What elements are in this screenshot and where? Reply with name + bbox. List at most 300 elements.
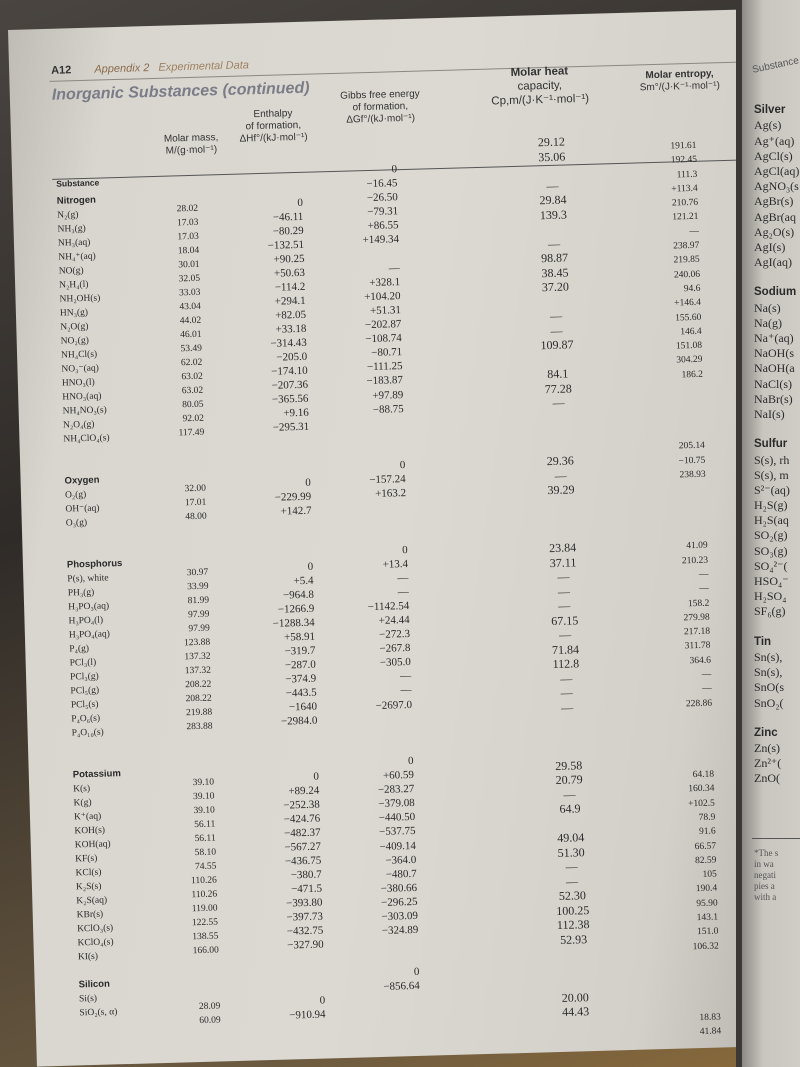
right-page-entry: Na(s) (754, 300, 781, 315)
right-page-entry: NaBr(s) (754, 391, 793, 406)
entropy-cell: 160.34 (688, 783, 715, 795)
molar-mass-cell: 48.00 (185, 511, 207, 523)
enthalpy-cell: 0 (305, 476, 311, 489)
right-page-entry: Silver (754, 104, 786, 117)
right-page-entry: NaCl(s) (754, 376, 792, 391)
entropy-cell: +102.5 (688, 798, 716, 809)
right-page-entry (754, 620, 799, 635)
right-page-entry (754, 422, 799, 437)
substance-cell: KClO₄(s) (77, 937, 114, 949)
entropy-cell (649, 425, 704, 441)
molar-mass-cell: 32.00 (184, 483, 207, 495)
substance-cell: K₂S(aq) (76, 895, 108, 907)
right-page-entry: Ag(s) (754, 118, 782, 133)
molar-mass-cell: 46.01 (180, 329, 202, 341)
gibbs-cell: −183.87 (366, 374, 404, 388)
molar-mass-cell: 28.09 (198, 1001, 221, 1013)
right-page-footnote-line: *The s (754, 848, 779, 858)
substance-cell: NH₃(aq) (57, 237, 91, 249)
gibbs-cell: −296.25 (380, 895, 418, 909)
enthalpy-cell: −252.38 (283, 798, 320, 812)
substance-cell: NH₃(g) (57, 223, 86, 235)
substance-cell: SiO₂(s, α) (79, 1007, 118, 1019)
molar-mass-cell: 122.55 (191, 917, 219, 929)
substance-cell: NO(g) (58, 265, 84, 277)
heat-capacity-cell: 52.30 (558, 888, 587, 903)
substance-cell: N₂(g) (57, 210, 79, 221)
substance-cell: H₃PO₃(aq) (68, 601, 110, 613)
entropy-cell: 217.18 (683, 626, 711, 638)
substance-cell: KBr(s) (76, 909, 104, 921)
entropy-cell: +113.4 (671, 183, 698, 195)
enthalpy-cell: +5.4 (293, 574, 314, 588)
right-page-entry: Ag⁺(aq) (754, 133, 795, 148)
gibbs-cell: −16.45 (366, 177, 398, 191)
gibbs-cell: −380.66 (380, 881, 418, 895)
gibbs-cell: +51.31 (369, 304, 402, 317)
enthalpy-cell: +9.16 (283, 406, 309, 420)
right-page-entry (754, 270, 799, 285)
enthalpy-cell: −132.51 (267, 238, 305, 252)
molar-mass-cell: 63.02 (181, 371, 203, 383)
heat-capacity-column (521, 134, 606, 1020)
molar-mass-cell: 62.02 (180, 357, 203, 369)
molar-mass-cell: 18.04 (177, 245, 200, 257)
right-page-entry: H₂S(aq (754, 513, 789, 528)
entropy-cell: 111.3 (676, 169, 698, 180)
gibbs-cell: −26.50 (366, 191, 398, 205)
substance-cell: NO₂(g) (60, 335, 89, 347)
gibbs-header-line3: ΔGf°/(kJ·mol⁻¹) (346, 112, 416, 126)
heat-capacity-cell: — (560, 685, 573, 700)
heat-capacity-cell: 35.06 (538, 148, 566, 164)
enthalpy-cell: −432.75 (286, 924, 324, 938)
gibbs-cell: −88.75 (372, 402, 404, 416)
molar-mass-cell: 39.10 (192, 777, 215, 789)
heat-capacity-cell: 98.87 (540, 250, 569, 266)
entropy-cell: 41.09 (686, 540, 708, 552)
enthalpy-cell: −482.37 (283, 826, 321, 840)
molar-mass-cell: 119.00 (191, 903, 218, 915)
entropy-cell: 106.32 (692, 941, 719, 952)
entropy-cell: 238.97 (673, 240, 700, 252)
enthalpy-cell: −910.94 (288, 1008, 326, 1022)
entropy-cell (658, 725, 713, 741)
gibbs-cell: +163.2 (374, 487, 407, 501)
enthalpy-cell: −80.29 (272, 224, 304, 238)
gibbs-cell: +24.44 (378, 614, 410, 627)
gibbs-cell: +86.55 (367, 219, 399, 233)
gibbs-cell: −267.8 (379, 642, 411, 656)
entropy-cell: 146.4 (680, 326, 702, 338)
right-page-footnote-line: pies a (754, 881, 775, 891)
heat-capacity-cell: 67.15 (551, 612, 579, 628)
entropy-cell: 238.93 (679, 469, 706, 481)
heat-capacity-cell: — (565, 873, 579, 889)
entropy-cell: 151.08 (675, 340, 703, 352)
heat-capacity-cell: 52.93 (559, 931, 588, 947)
gibbs-cell: −1142.54 (367, 599, 410, 614)
gibbs-column (332, 162, 420, 995)
entropy-cell: 94.6 (683, 283, 701, 295)
entropy-cell: 228.86 (685, 698, 713, 709)
heat-capacity-cell: 100.25 (556, 902, 590, 918)
right-page-entry: Zn(s) (754, 741, 780, 756)
substance-cell: HNO₃(aq) (62, 391, 102, 403)
substance-cell: Phosphorus (66, 558, 123, 571)
gibbs-cell: −324.89 (381, 923, 419, 937)
heat-header-line2: capacity, (517, 79, 563, 93)
right-page-entry: Zn²⁺( (754, 756, 782, 771)
gibbs-cell: +328.1 (369, 275, 401, 289)
substance-cell: O₂(g) (64, 489, 87, 501)
gibbs-cell: 0 (401, 543, 408, 556)
entropy-cell (658, 739, 713, 755)
molar-mass-cell: 110.26 (190, 875, 217, 887)
gibbs-cell: — (388, 261, 400, 275)
entropy-cell: 91.6 (698, 826, 716, 838)
gibbs-cell: — (397, 585, 410, 599)
molar-mass-cell: 74.55 (194, 861, 217, 873)
heat-capacity-cell: — (560, 670, 573, 686)
enthalpy-cell: −229.99 (274, 490, 312, 504)
molar-mass-cell: 39.10 (192, 791, 215, 803)
right-page-entry: NaI(s) (754, 406, 785, 421)
substance-cell: NH₄ClO₄(s) (63, 433, 110, 445)
entropy-cell (658, 753, 713, 769)
molar-mass-cell: 80.05 (182, 399, 204, 411)
heat-capacity-cell: 23.84 (548, 540, 577, 556)
gibbs-cell: +149.34 (362, 233, 400, 247)
enthalpy-cell: 0 (319, 994, 326, 1007)
substance-cell: H₃PO₄(l) (68, 615, 104, 627)
heat-capacity-cell: 39.29 (547, 482, 575, 498)
entropy-cell: 41.84 (699, 1026, 722, 1038)
substance-cell: KOH(aq) (74, 839, 111, 851)
gibbs-cell: −440.50 (378, 811, 416, 825)
enthalpy-cell: +90.25 (273, 252, 305, 266)
gibbs-cell: −409.14 (379, 839, 417, 853)
heat-capacity-cell: 109.87 (540, 337, 574, 353)
gibbs-cell: −379.08 (378, 797, 415, 811)
enthalpy-cell: −1266.9 (277, 602, 315, 616)
right-page-entry: NaOH(a (754, 361, 795, 376)
heat-capacity-cell: 112.38 (556, 917, 590, 933)
molar-mass-cell: 43.04 (179, 301, 201, 313)
enthalpy-cell: −327.90 (287, 938, 324, 952)
entropy-cell: 186.2 (681, 369, 704, 381)
molar-mass-cell: 63.02 (181, 385, 204, 397)
molar-mass-cell: 44.02 (179, 315, 202, 327)
enthalpy-cell: −393.80 (285, 896, 323, 910)
molar-mass-cell: 138.55 (192, 931, 219, 943)
entropy-cell (665, 996, 720, 1012)
right-page-entry: Zinc (754, 726, 778, 739)
molar-mass-cell: 97.99 (187, 609, 210, 621)
enthalpy-cell: −567.27 (284, 840, 322, 854)
entropy-cell: 210.76 (671, 197, 699, 209)
entropy-cell: 311.78 (684, 641, 711, 652)
enthalpy-cell: −424.76 (283, 812, 321, 826)
enthalpy-cell: +294.1 (274, 294, 306, 308)
molar-mass-cell: 60.09 (199, 1015, 221, 1027)
gibbs-cell: — (400, 670, 412, 683)
entropy-cell: 64.18 (692, 769, 715, 781)
right-page-entry (754, 711, 799, 726)
gibbs-cell: −111.25 (366, 360, 403, 374)
entropy-cell: 105 (702, 869, 718, 881)
gibbs-cell: 0 (391, 163, 398, 176)
substance-cell: K(s) (73, 784, 91, 795)
enthalpy-cell: −287.0 (284, 658, 317, 672)
molar-mass-cell: 137.32 (184, 665, 212, 677)
heat-capacity-cell: 20.00 (561, 989, 589, 1005)
enthalpy-cell: −380.7 (290, 868, 322, 882)
molar-mass-cell: 166.00 (192, 945, 219, 957)
substance-cell: HN₃(g) (59, 307, 89, 319)
heat-capacity-cell: — (563, 786, 576, 802)
heat-capacity-cell: 51.30 (557, 844, 585, 860)
gibbs-header-line1: Gibbs free energy (340, 88, 420, 102)
heat-capacity-cell: — (557, 584, 571, 599)
molar-mass-cell: 92.02 (182, 413, 205, 425)
enthalpy-cell: −374.9 (285, 672, 317, 686)
gibbs-cell: +104.20 (363, 289, 401, 304)
gibbs-cell: — (400, 684, 412, 697)
entropy-cell (649, 396, 704, 412)
molar-mass-cell: 39.10 (193, 805, 216, 817)
right-page-entry: AgI(aq) (754, 255, 792, 270)
heat-capacity-cell: — (565, 859, 578, 874)
entropy-cell (651, 482, 706, 498)
molar-mass-cell: 53.49 (180, 343, 203, 355)
table-title: Inorganic Substances (continued) (51, 79, 310, 104)
substance-cell: Potassium (72, 768, 122, 781)
gibbs-cell: −283.27 (377, 783, 415, 797)
molar-mass-cell: 81.99 (187, 595, 210, 607)
entropy-cell: 210.23 (681, 555, 709, 566)
right-page-entry: Sodium (754, 286, 797, 299)
heat-capacity-cell: — (550, 308, 563, 323)
enthalpy-cell: +50.63 (273, 266, 306, 280)
right-page-entry: Na(g) (754, 315, 782, 330)
enthalpy-cell: −365.56 (271, 392, 309, 406)
entropy-cell: 364.6 (689, 655, 712, 666)
entropy-cell: 78.9 (698, 812, 716, 823)
right-page-entry: SnO₂( (754, 695, 784, 710)
enthalpy-cell: −205.0 (276, 350, 308, 364)
enthalpy-cell: −471.5 (290, 882, 323, 896)
substance-cell: OH⁻(aq) (65, 503, 100, 515)
entropy-cell: 191.61 (670, 140, 697, 152)
molar-mass-cell: 33.99 (187, 581, 209, 593)
heat-capacity-cell: 29.58 (555, 757, 583, 773)
heat-capacity-cell: 112.8 (552, 656, 580, 672)
entropy-cell (664, 968, 719, 984)
gibbs-cell: 0 (407, 754, 414, 768)
substance-cell: KCl(s) (75, 867, 102, 879)
molar-mass-cell: 123.88 (183, 637, 211, 649)
right-page-substance-list (754, 88, 799, 787)
gibbs-cell: −202.87 (364, 318, 402, 332)
heat-capacity-cell: 37.11 (549, 554, 577, 570)
gibbs-cell: −480.7 (385, 867, 417, 881)
substance-cell: KOH(s) (74, 825, 106, 837)
right-page-entry: NaOH(s (754, 346, 794, 361)
entropy-header (619, 68, 740, 95)
substance-cell: PCl₃(l) (69, 657, 97, 669)
right-page-entry: S(s), rh (754, 452, 790, 467)
heat-capacity-cell: — (560, 699, 574, 715)
molar-mass-cell: 58.10 (194, 847, 217, 859)
right-page-entry: Sn(s), (754, 649, 783, 664)
substance-cell: Oxygen (64, 474, 100, 487)
entropy-cell: 66.57 (694, 841, 717, 852)
right-page-footnote (754, 848, 778, 903)
right-page-footnote-line: with a (754, 892, 777, 902)
heat-header-line1: Molar heat (510, 65, 569, 79)
entropy-cell: 155.60 (675, 312, 702, 324)
entropy-cell: 219.85 (673, 255, 700, 266)
entropy-cell: 82.59 (694, 855, 717, 866)
substance-cell: P₄(g) (69, 643, 90, 655)
entropy-cell (664, 953, 719, 969)
gibbs-cell: −364.0 (385, 853, 417, 867)
entropy-cell: — (689, 226, 700, 237)
entropy-cell: 158.2 (687, 598, 710, 609)
heat-capacity-cell: 38.45 (541, 264, 569, 280)
gibbs-header-line2: of formation, (352, 100, 409, 114)
right-page-entry: H₂S(g) (754, 498, 788, 513)
molar-mass-cell: 17.03 (176, 217, 199, 229)
enthalpy-cell: −436.75 (284, 854, 322, 868)
heat-capacity-cell: — (546, 178, 559, 193)
section-label: Experimental Data (158, 59, 250, 74)
molar-mass-cell: 208.22 (185, 679, 212, 691)
substance-cell: Si(s) (78, 993, 98, 1005)
enthalpy-cell: −443.5 (285, 686, 317, 700)
entropy-cell (657, 710, 712, 726)
right-page-entry: S²⁻(aq) (754, 482, 790, 497)
gibbs-cell: −856.64 (383, 980, 421, 994)
gibbs-cell: −303.09 (381, 909, 419, 923)
heat-capacity-cell: 64.9 (559, 801, 581, 816)
right-page-entry: S(s), m (754, 467, 789, 482)
enthalpy-cell: +142.7 (280, 504, 312, 518)
right-page-entry: AgBr(s) (754, 194, 794, 209)
right-page-entry: SnO(s (754, 680, 785, 695)
enthalpy-cell: 0 (297, 196, 304, 209)
heat-capacity-cell: 139.3 (539, 206, 568, 222)
gibbs-cell: +13.4 (382, 557, 409, 571)
substance-cell: N₂O(g) (60, 321, 89, 333)
enthalpy-cell: −397.73 (286, 910, 324, 924)
entropy-cell: 18.83 (699, 1012, 721, 1024)
heat-capacity-cell: 29.84 (539, 192, 567, 208)
molar-mass-cell: 17.03 (177, 231, 199, 243)
substance-cell: O₃(g) (65, 517, 88, 529)
right-page-entry: Ag₂O(s) (754, 224, 795, 239)
right-page-entry: Na⁺(aq) (754, 331, 794, 345)
heat-capacity-cell: 49.04 (557, 830, 585, 845)
right-page-entry: SO₂(g) (754, 528, 788, 543)
enthalpy-header-line1: Enthalpy (253, 108, 293, 121)
gibbs-cell: −305.0 (379, 656, 411, 670)
molar-mass-cell: 137.32 (184, 651, 211, 663)
right-page-entry: AgCl(aq) (754, 163, 800, 178)
enthalpy-cell: −207.36 (271, 378, 309, 392)
substance-cell: Silicon (78, 978, 110, 991)
enthalpy-cell: −46.11 (272, 210, 304, 224)
entropy-cell (648, 382, 703, 398)
gibbs-cell: −2697.0 (375, 698, 413, 712)
right-page-entry: H₂SO₄ (754, 589, 787, 604)
heat-capacity-cell: 77.28 (544, 380, 572, 396)
entropy-cell (665, 982, 720, 998)
right-page-entry: AgCl(s) (754, 148, 793, 163)
substance-cell: P(s), white (67, 573, 109, 585)
molar-mass-cell: 28.02 (176, 203, 199, 215)
heat-capacity-cell: 37.20 (541, 279, 570, 295)
molar-mass-cell: 97.99 (188, 623, 210, 635)
heat-capacity-cell: — (550, 323, 563, 338)
heat-capacity-cell: — (558, 598, 571, 613)
gibbs-cell: −108.74 (365, 332, 402, 346)
heat-capacity-header (464, 63, 615, 109)
enthalpy-cell: +58.91 (283, 630, 316, 644)
enthalpy-cell: +33.18 (275, 322, 307, 336)
entropy-header-line2: Sm°/(J·K⁻¹·mol⁻¹) (639, 80, 721, 94)
gibbs-cell: 0 (399, 459, 406, 472)
book-page-right (742, 0, 800, 1067)
right-page-entry: AgBr(aq (754, 209, 796, 224)
entropy-cell: — (698, 569, 709, 580)
heat-capacity-cell: — (558, 627, 572, 642)
heat-header-line3: Cp,m/(J·K⁻¹·mol⁻¹) (491, 92, 590, 108)
entropy-cell: 192.45 (670, 155, 698, 166)
right-page-entry: SF₆(g) (754, 604, 786, 619)
enthalpy-column (232, 182, 325, 1024)
page-number: A12 (50, 64, 72, 77)
right-page-entry: AgNO₃(s (754, 179, 799, 194)
enthalpy-header-line2: of formation, (245, 119, 302, 133)
enthalpy-header (225, 107, 321, 146)
entropy-cell: 279.98 (683, 612, 710, 624)
molar-mass-cell: 32.05 (178, 273, 201, 285)
molar-mass-header-line1: Molar mass, (163, 132, 219, 145)
molar-mass-cell: 56.11 (194, 833, 216, 845)
substance-cell: P₄O₁₀(s) (71, 727, 104, 739)
enthalpy-cell: −1288.34 (272, 616, 315, 630)
heat-capacity-cell: 29.12 (537, 134, 566, 150)
gibbs-cell: −537.75 (378, 825, 416, 839)
molar-mass-cell: 283.88 (186, 721, 213, 733)
gibbs-cell: −272.3 (378, 628, 411, 641)
substance-cell: PCl₅(g) (70, 685, 100, 697)
substance-cell: KClO₃(s) (77, 923, 114, 935)
gibbs-cell: — (397, 571, 409, 585)
heat-capacity-cell: — (547, 236, 561, 251)
enthalpy-cell: −114.2 (274, 280, 306, 294)
substance-cell: K(g) (73, 797, 92, 809)
entropy-cell: −10.75 (678, 455, 706, 466)
right-page-entry: SO₃(g) (754, 543, 788, 558)
enthalpy-cell: −314.43 (270, 336, 308, 350)
enthalpy-cell: +89.24 (288, 784, 320, 798)
heat-capacity-cell: — (554, 468, 567, 483)
entropy-cell: +146.4 (674, 298, 702, 309)
entropy-cell: 190.4 (695, 883, 718, 895)
